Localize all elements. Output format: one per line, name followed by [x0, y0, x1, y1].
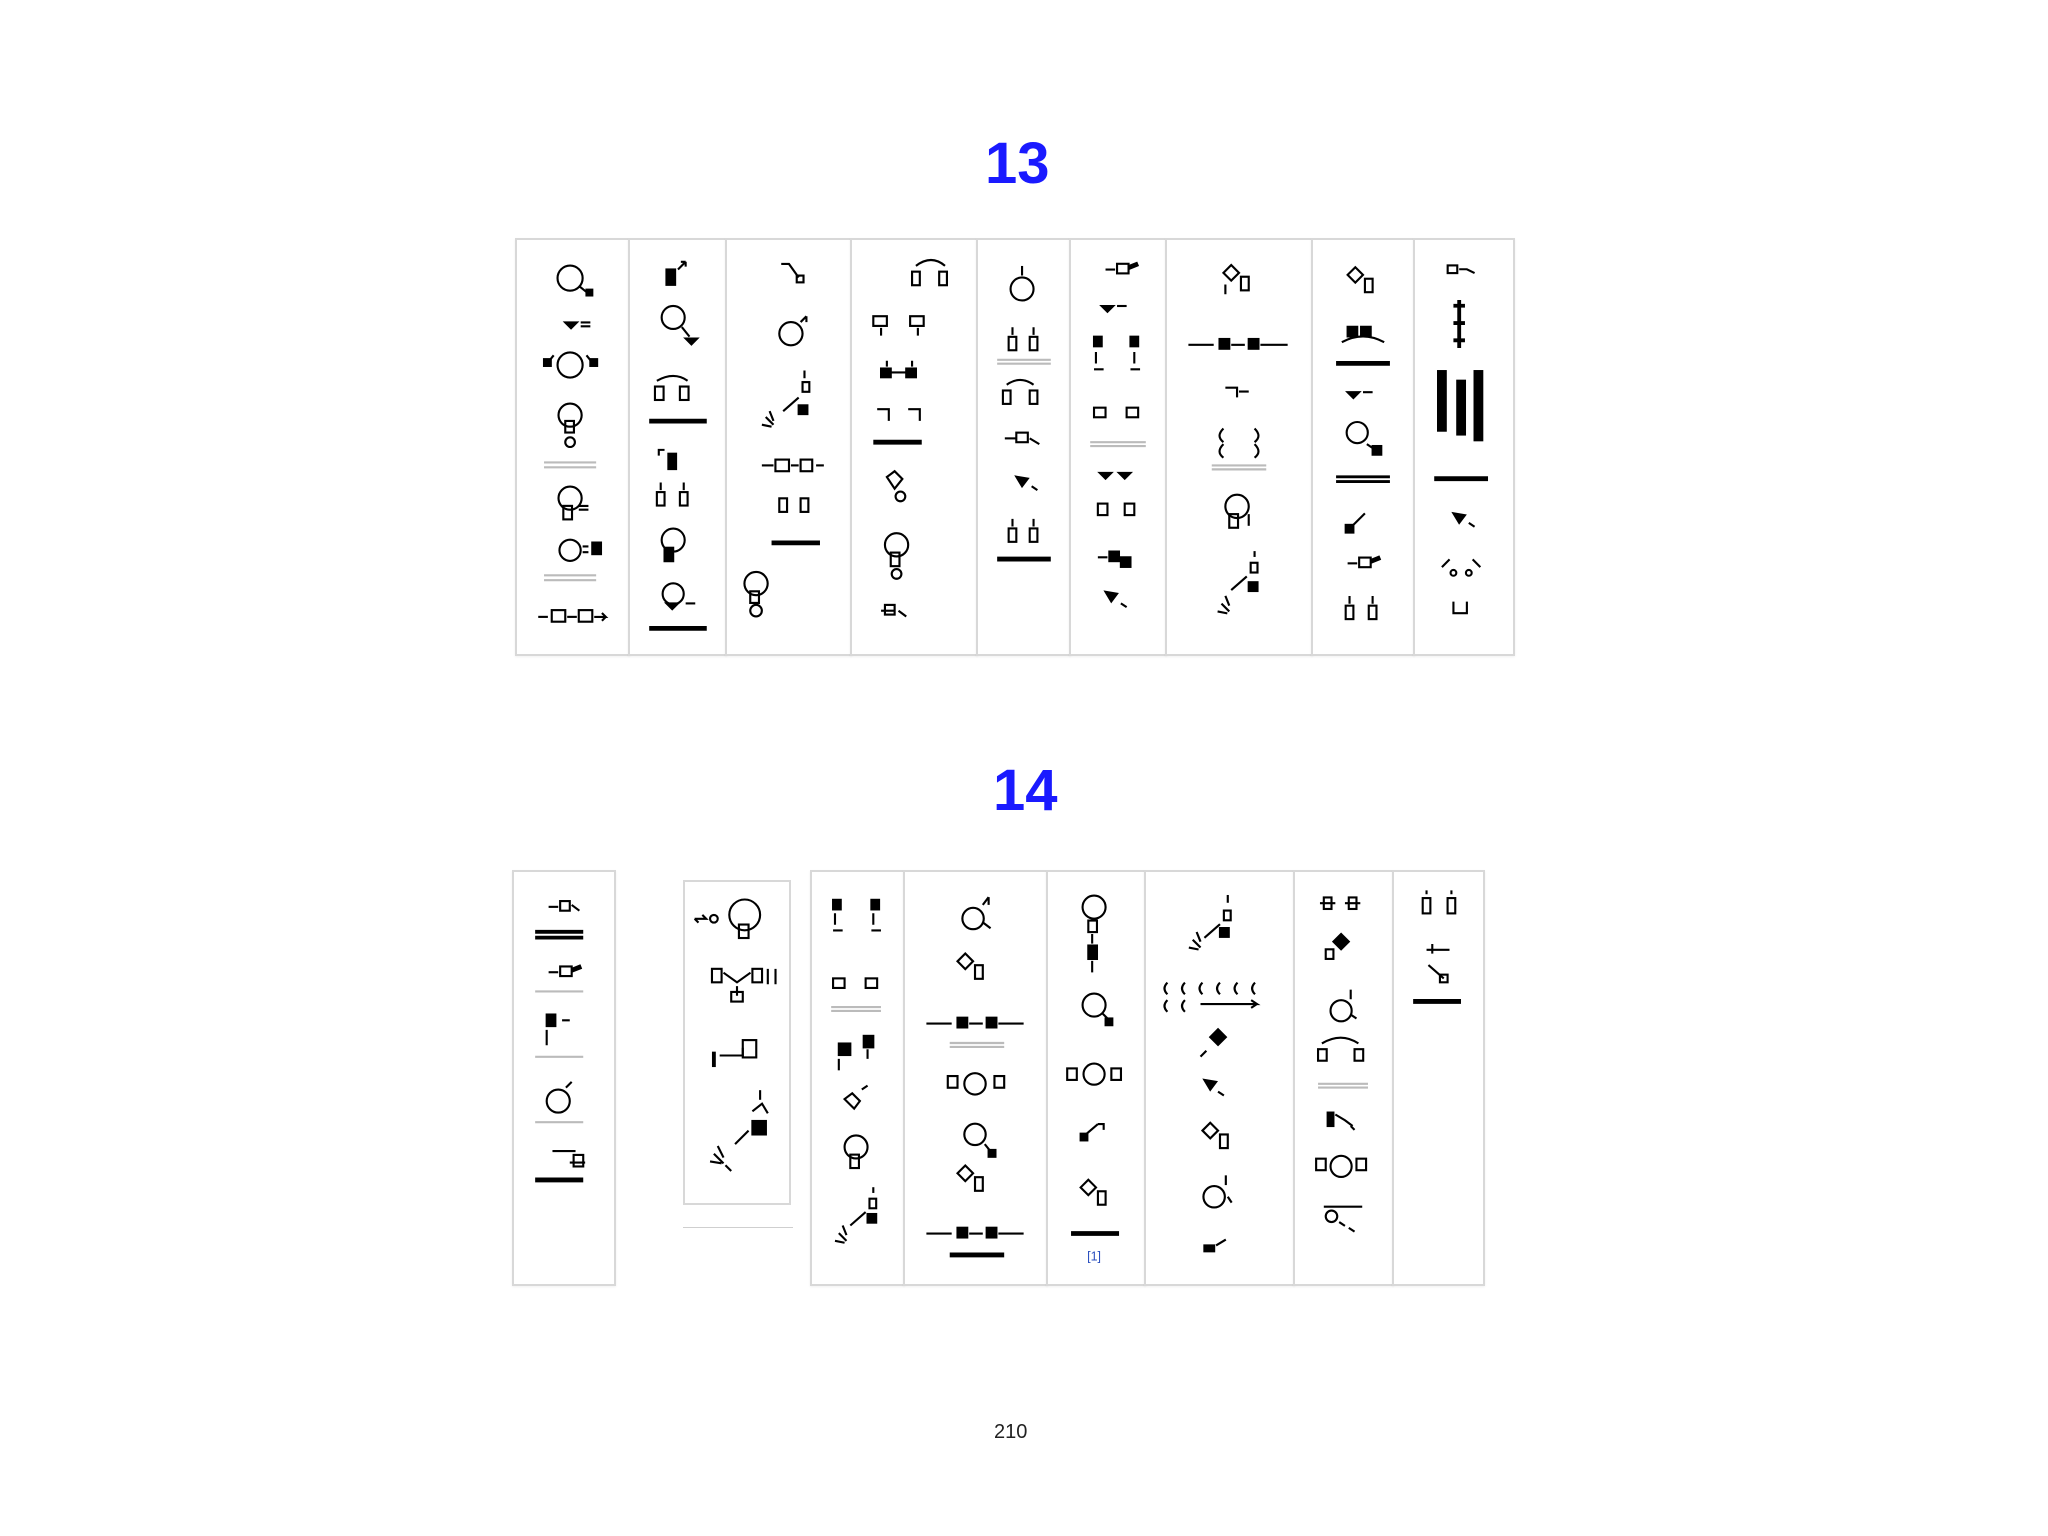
- sign-glyphs: [1146, 872, 1293, 1284]
- signwriting-strip-14: [810, 870, 1485, 1286]
- sign-column: [725, 238, 852, 656]
- sign-column: [1293, 870, 1394, 1286]
- section-number-13: 13: [985, 131, 1050, 196]
- sign-column: [1046, 870, 1146, 1286]
- sign-glyphs: [852, 240, 976, 654]
- sign-glyphs: [1167, 240, 1311, 654]
- sign-glyphs: [1048, 872, 1144, 1284]
- sign-column: [1165, 238, 1313, 656]
- sign-column: [1311, 238, 1415, 656]
- sign-column: [850, 238, 978, 656]
- sign-column: [976, 238, 1071, 656]
- sign-column: [1069, 238, 1167, 656]
- footnote-mark: [1]: [1087, 1249, 1102, 1264]
- sign-column: [1144, 870, 1295, 1286]
- sign-glyphs: [685, 882, 789, 1203]
- sign-column: [810, 870, 905, 1286]
- sign-column: [512, 870, 616, 1286]
- sign-glyphs: [1295, 872, 1392, 1284]
- sign-glyphs: [905, 872, 1046, 1284]
- sign-column: [515, 238, 630, 656]
- section-number-14: 14: [993, 758, 1058, 823]
- sign-glyphs: [727, 240, 850, 654]
- sign-column: [1392, 870, 1485, 1286]
- sign-glyphs: [1313, 240, 1413, 654]
- sign-glyphs: [630, 240, 725, 654]
- sign-glyphs: [514, 872, 614, 1284]
- sign-frame-box: [683, 880, 791, 1205]
- sign-glyphs: [812, 872, 903, 1284]
- sign-column: [903, 870, 1048, 1286]
- sign-column: [1413, 238, 1515, 656]
- sign-glyphs: [1415, 240, 1513, 654]
- page-number: 210: [994, 1421, 1028, 1443]
- sign-column: [628, 238, 727, 656]
- sign-glyphs: [1394, 872, 1483, 1284]
- sign-glyphs: [517, 240, 628, 654]
- divider-line: [683, 1227, 793, 1228]
- sign-glyphs: [978, 240, 1069, 654]
- sign-glyphs: [1071, 240, 1165, 654]
- signwriting-strip-13: [515, 238, 1515, 656]
